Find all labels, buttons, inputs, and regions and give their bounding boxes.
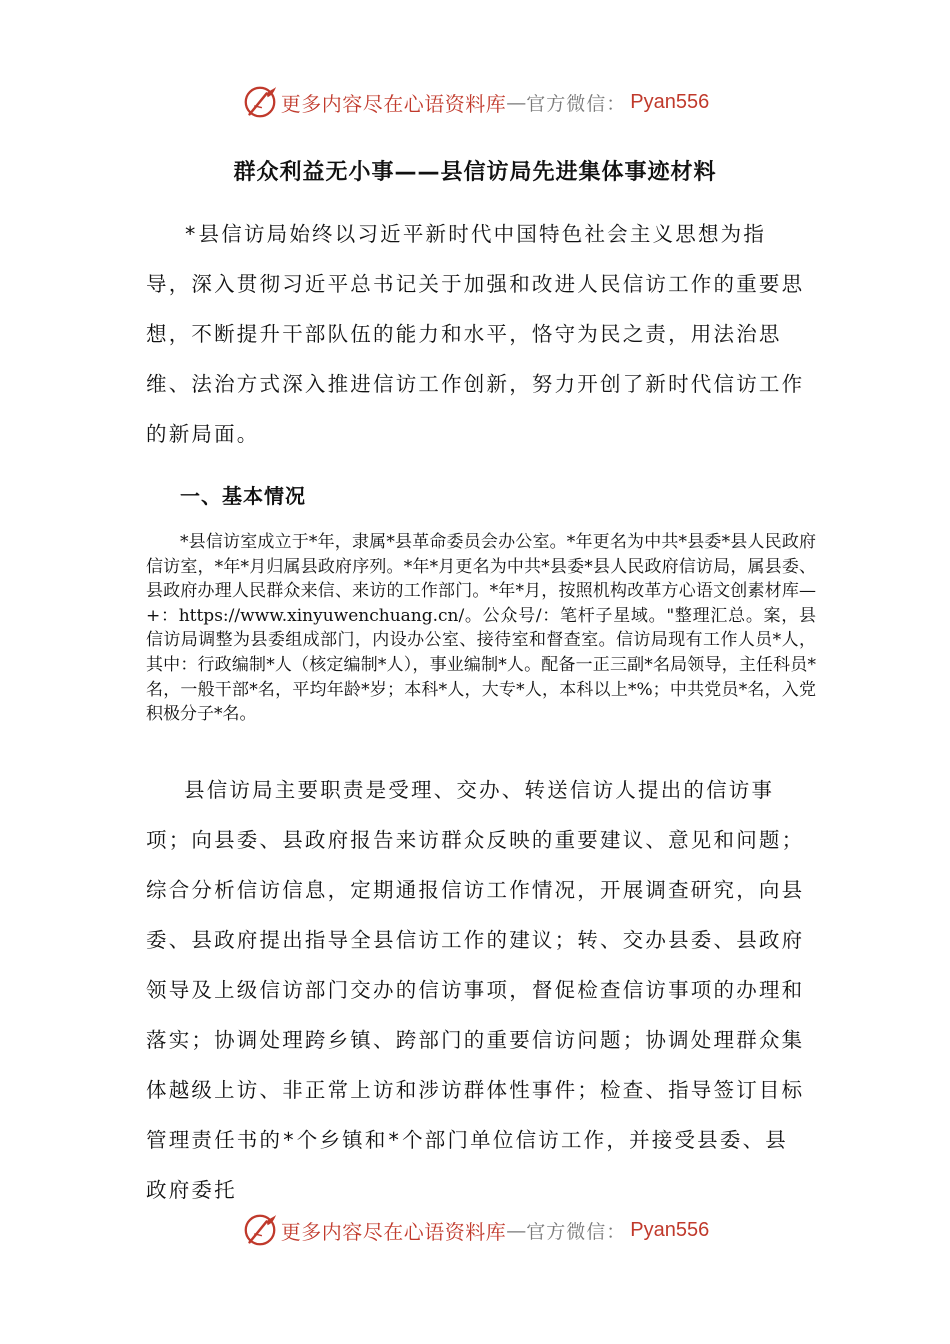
banner-text: 更多内容尽在心语资料库 <box>280 91 507 116</box>
section-heading-basic: 一、基本情况 <box>180 484 306 508</box>
intro-paragraph: *县信访局始终以习近平新时代中国特色社会主义思想为指导，深入贯彻习近平总书记关于加强和改进人民信访工作的重要思想，不断提升干部队伍的能力和水平，恪守为民之责，用法治思维、法治方式深入推进信访工作创新，努力开创了新时代信访工作的新局面。 <box>146 222 805 446</box>
document-title: 群众利益无小事——县信访局先进集体事迹材料 <box>233 160 717 185</box>
quill-logo-icon <box>241 83 279 121</box>
banner-wechat-id: Pyan556 <box>630 90 710 113</box>
footer-banner <box>0 1210 950 1250</box>
header-banner <box>0 82 950 122</box>
banner-dash: — <box>506 1218 527 1242</box>
duties-paragraph: 县信访局主要职责是受理、交办、转送信访人提出的信访事项；向县委、县政府报告来访群众反映的重要建议、意见和问题；综合分析信访信息，定期通报信访工作情况，开展调查研究，向县委、县政府提出指导全县信访工作的建议；转、交办县委、县政府领导及上级信访部门交办的信访事项，督促检查信访事项的办理和落实；协调处理跨乡镇、跨部门的重要信访问题；协调处理群众集体越级上访、非正常上访和涉访群体性事件；检查、指导签订目标管理责任书的*个乡镇和*个部门单位信访工作，并接受县委、县政府委托 <box>146 778 805 1202</box>
banner-text: 更多内容尽在心语资料库 <box>280 1219 507 1244</box>
banner-official-label: 官方微信： <box>526 92 627 115</box>
banner-official-label: 官方微信： <box>526 1220 627 1243</box>
basic-info-paragraph: *县信访室成立于*年，隶属*县革命委员会办公室。*年更名为中共*县委*县人民政府信访室，*年*月归属县政府序列。*年*月更名为中共*县委*县人民政府信访局，属县委、县政府办理人民群众来信、来访的工作部门。*年*月，按照机构改革方心语文创素材库—+：https://www.xinyuwenchuang.cn/。公众号/：笔杆子星域。"整理汇总。案，县信访局调整为县委组成部门，内设办公室、接待室和督查室。信访局现有工作人员*人，其中：行政编制*人（核定编制*人），事业编制*人。配备一正三副*名局领导，主任科员*名，一般干部*名，平均年龄*岁；本科*人，大专*人，本科以上*%；中共党员*名，入党积极分子*名。 <box>146 532 816 725</box>
banner-wechat-id: Pyan556 <box>630 1218 710 1241</box>
banner-dash: — <box>506 90 527 114</box>
quill-logo-icon <box>241 1211 279 1249</box>
